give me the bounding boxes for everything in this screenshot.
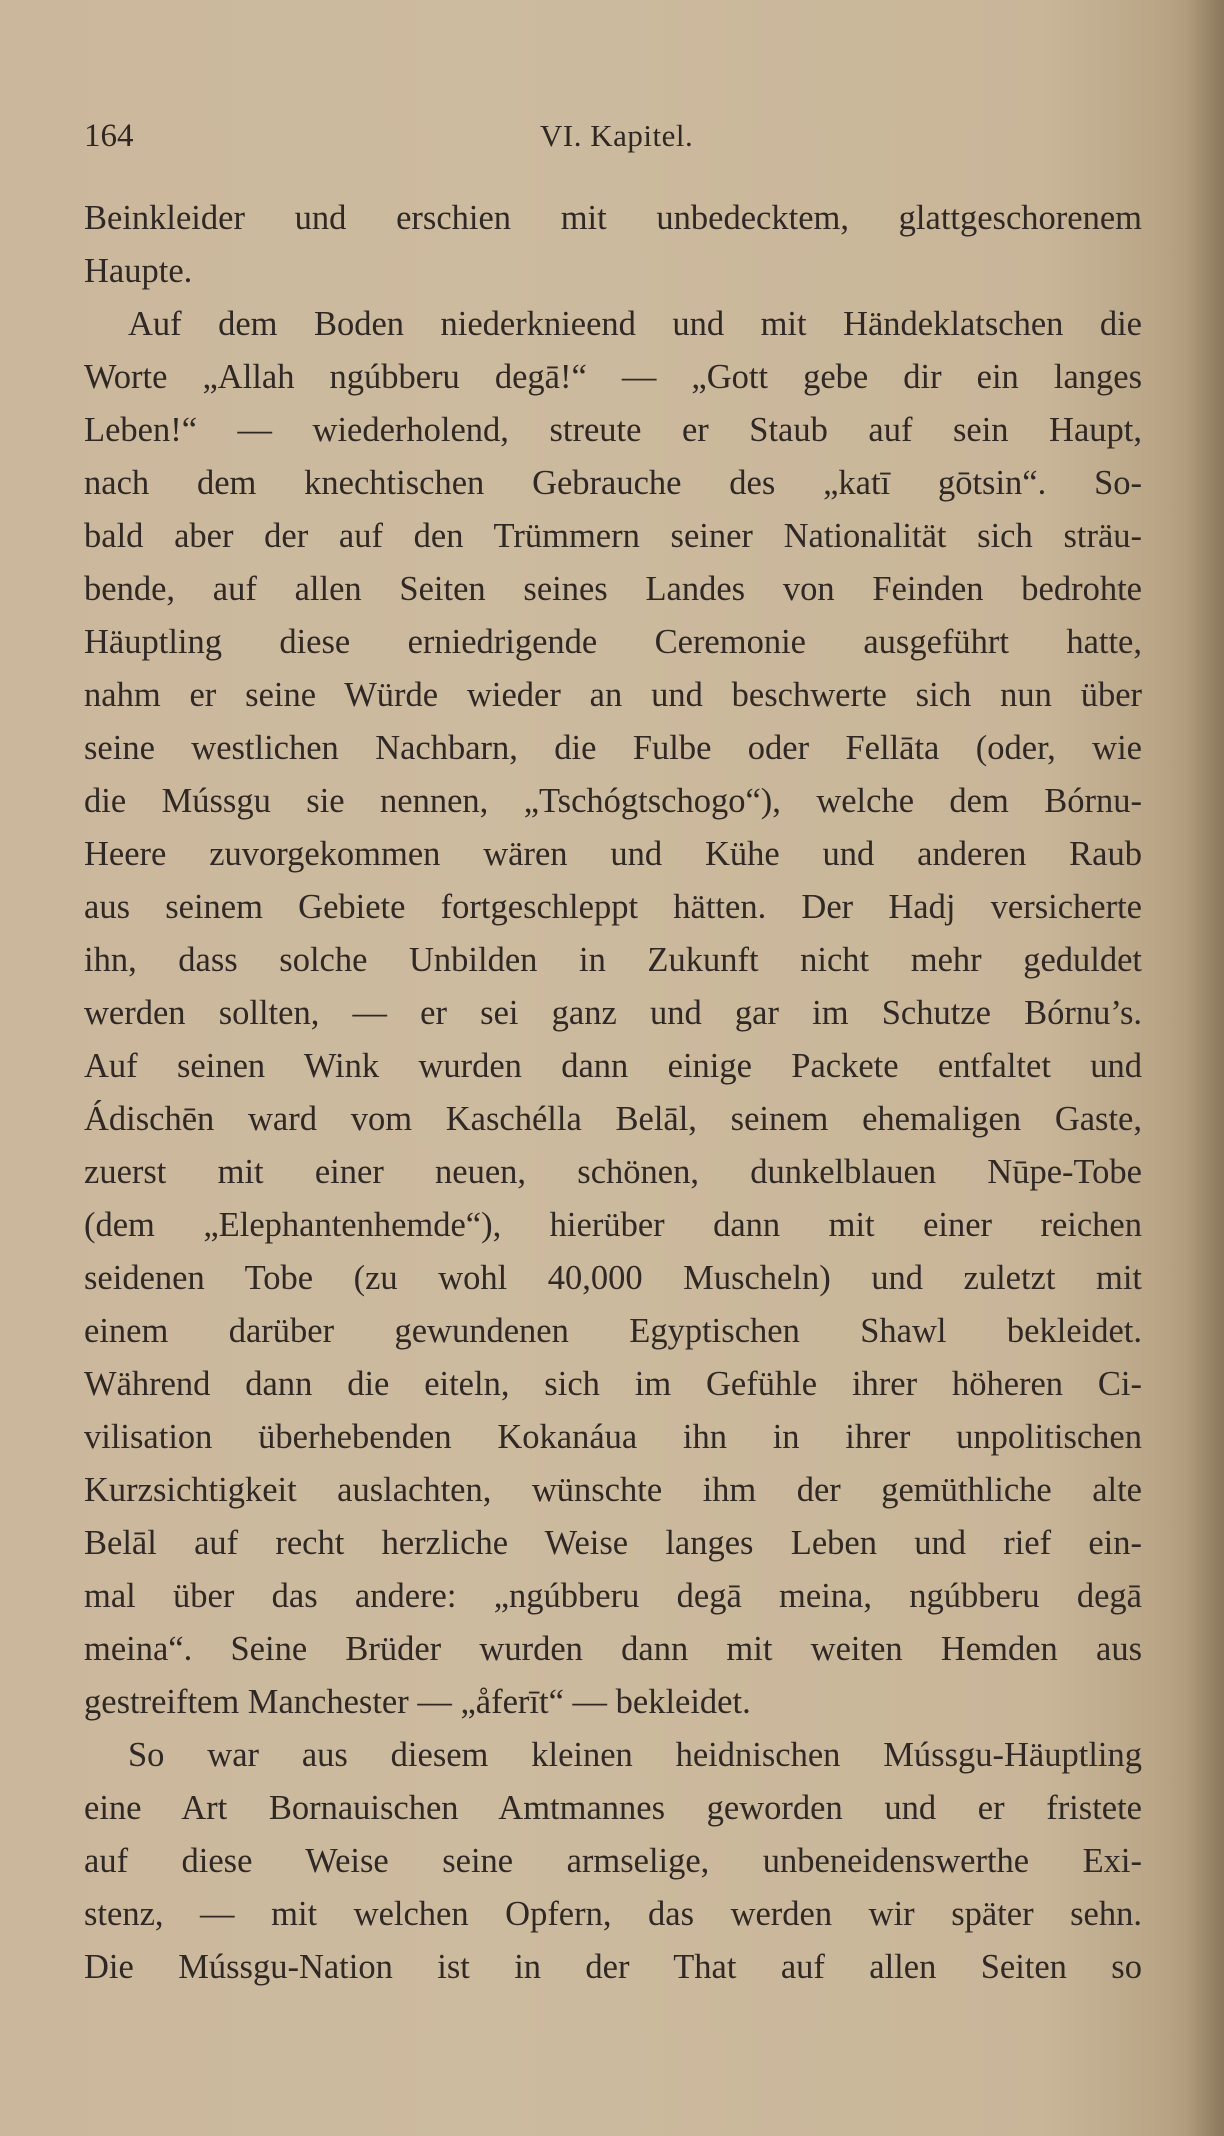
text-line: gestreiftem Manchester — „åferīt“ — bekleidet. [84, 1683, 751, 1721]
text-line: Beinkleider und erschien mit unbedecktem, glattgeschorenem [84, 199, 1142, 237]
text-line: nach dem knechtischen Gebrauche des „katī gōtsin“. So- [84, 464, 1142, 502]
text-line: Auf seinen Wink wurden dann einige Packete entfaltet und [84, 1047, 1142, 1085]
text-line: bald aber der auf den Trümmern seiner Nationalität sich sträu- [84, 517, 1142, 555]
text-line: Während dann die eiteln, sich im Gefühle ihrer höheren Ci- [84, 1365, 1142, 1403]
text-line: Ádischēn ward vom Kaschélla Belāl, seinem ehemaligen Gaste, [84, 1100, 1142, 1138]
text-line: mal über das andere: „ngúbberu degā meina, ngúbberu degā [84, 1577, 1142, 1615]
page-header [84, 118, 1144, 168]
text-line: Belāl auf recht herzliche Weise langes Leben und rief ein- [84, 1524, 1142, 1562]
text-line: meina“. Seine Brüder wurden dann mit weiten Hemden aus [84, 1630, 1142, 1668]
running-head: VI. Kapitel. [540, 118, 694, 153]
text-line: Häuptling diese erniedrigende Ceremonie ausgeführt hatte, [84, 623, 1142, 661]
page-number: 164 [84, 118, 134, 154]
text-line: stenz, — mit welchen Opfern, das werden wir später sehn. [84, 1895, 1142, 1933]
text-line: Auf dem Boden niederknieend und mit Händeklatschen die [128, 305, 1142, 343]
text-line: Heere zuvorgekommen wären und Kühe und anderen Raub [84, 835, 1142, 873]
text-line: (dem „Elephantenhemde“), hierüber dann mit einer reichen [84, 1206, 1142, 1244]
text-line: nahm er seine Würde wieder an und beschwerte sich nun über [84, 676, 1142, 714]
text-line: vilisation überhebenden Kokanáua ihn in ihrer unpolitischen [84, 1418, 1142, 1456]
page-edge-shadow [1188, 0, 1224, 2136]
text-line: einem darüber gewundenen Egyptischen Shawl bekleidet. [84, 1312, 1142, 1350]
text-line: die Mússgu sie nennen, „Tschógtschogo“), welche dem Bórnu- [84, 782, 1142, 820]
text-line: So war aus diesem kleinen heidnischen Mússgu-Häuptling [128, 1736, 1142, 1774]
text-line: eine Art Bornauischen Amtmannes geworden und er fristete [84, 1789, 1142, 1827]
text-line: Worte „Allah ngúbberu degā!“ — „Gott gebe dir ein langes [84, 358, 1142, 396]
text-line: ihn, dass solche Unbilden in Zukunft nicht mehr geduldet [84, 941, 1142, 979]
text-line: bende, auf allen Seiten seines Landes von Feinden bedrohte [84, 570, 1142, 608]
body-text [84, 192, 1142, 1994]
text-line: auf diese Weise seine armselige, unbeneidenswerthe Exi- [84, 1842, 1142, 1880]
text-line: Haupte. [84, 252, 193, 290]
text-line: Leben!“ — wiederholend, streute er Staub auf sein Haupt, [84, 411, 1142, 449]
text-line: Die Mússgu-Nation ist in der That auf allen Seiten so [84, 1948, 1142, 1986]
text-line: seidenen Tobe (zu wohl 40,000 Muscheln) und zuletzt mit [84, 1259, 1142, 1297]
text-line: zuerst mit einer neuen, schönen, dunkelblauen Nūpe-Tobe [84, 1153, 1142, 1191]
text-line: seine westlichen Nachbarn, die Fulbe oder Fellāta (oder, wie [84, 729, 1142, 767]
text-line: Kurzsichtigkeit auslachten, wünschte ihm der gemüthliche alte [84, 1471, 1142, 1509]
text-line: aus seinem Gebiete fortgeschleppt hätten. Der Hadj versicherte [84, 888, 1142, 926]
text-line: werden sollten, — er sei ganz und gar im Schutze Bórnu’s. [84, 994, 1142, 1032]
